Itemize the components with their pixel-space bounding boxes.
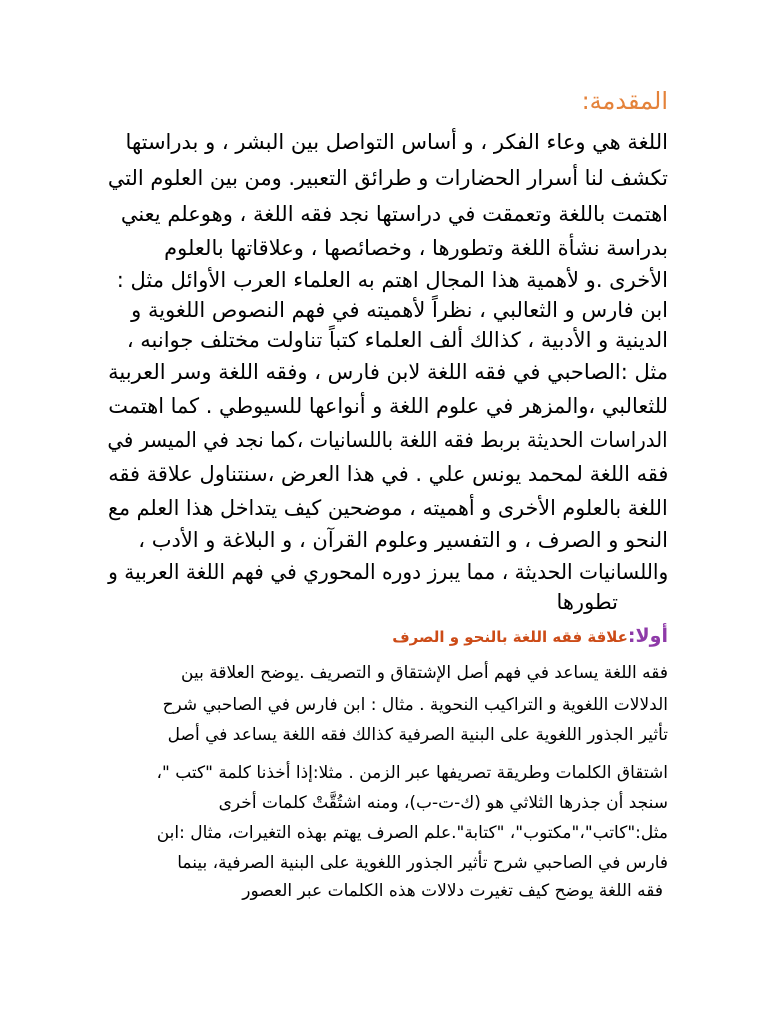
intro-line: مثل :الصاحبي في فقه اللغة لابن فارس ، وفقه اللغة وسر العربية: [108, 360, 668, 384]
intro-line: بدراسة نشأة اللغة وتطورها ، وخصائصها ، وعلاقاتها بالعلوم: [164, 236, 668, 260]
intro-line: واللسانيات الحديثة ، مما يبرز دوره المحوري في فهم اللغة العربية و: [107, 560, 668, 584]
intro-line: تكشف لنا أسرار الحضارات و طرائق التعبير. ومن بين العلوم التي: [107, 166, 668, 190]
section-line: سنجد أن جذرها الثلاثي هو (ك-ت-ب)، ومنه اشتُقَّتْ كلمات أخرى: [218, 793, 668, 813]
section-line: مثل:"كاتب"،"مكتوب"، "كتابة".علم الصرف يهتم بهذه التغيرات، مثال :ابن: [156, 823, 668, 843]
section-line: فقه اللغة يوضح كيف تغيرت دلالات هذه الكلمات عبر العصور: [242, 881, 663, 901]
intro-line: النحو و الصرف ، و التفسير وعلوم القرآن ، و البلاغة و الأدب ،: [138, 528, 668, 552]
intro-line: اللغة بالعلوم الأخرى و أهميته ، موضحين كيف يتداخل هذا العلم مع: [108, 496, 668, 520]
intro-heading: المقدمة:: [581, 87, 668, 115]
intro-line: اللغة هي وعاء الفكر ، و أساس التواصل بين البشر ، و بدراستها: [125, 130, 668, 154]
section-line: فقه اللغة يساعد في فهم أصل الإشتقاق و التصريف .يوضح العلاقة بين: [181, 663, 668, 683]
intro-line: ابن فارس و الثعالبي ، نظراً لأهميته في فهم النصوص اللغوية و: [131, 298, 668, 322]
section-title: علاقة فقه اللغة بالنحو و الصرف: [392, 628, 628, 646]
section-number: أولا:: [627, 625, 668, 647]
intro-line: فقه اللغة لمحمد يونس علي . في هذا العرض ،سنتناول علاقة فقه: [107, 462, 668, 486]
intro-line: الأخرى .و لأهمية هذا المجال اهتم به العلماء العرب الأوائل مثل :: [116, 268, 668, 292]
intro-line: اهتمت باللغة وتعمقت في دراستها نجد فقه اللغة ، وهوعلم يعني: [120, 202, 668, 226]
intro-line: تطورها: [556, 590, 618, 614]
intro-line: للثعالبي ،والمزهر في علوم اللغة و أنواعها للسيوطي . كما اهتمت: [108, 394, 668, 418]
section-heading: [392, 624, 668, 649]
intro-line: الدراسات الحديثة بربط فقه اللغة باللسانيات ،كما نجد في الميسر في: [107, 428, 668, 452]
section-line: اشتقاق الكلمات وطريقة تصريفها عبر الزمن . مثلا:إذا أخذنا كلمة "كتب "،: [156, 763, 668, 783]
section-line: فارس في الصاحبي شرح تأثير الجذور اللغوية على البنية الصرفية، بينما: [177, 853, 668, 873]
section-line: الدلالات اللغوية و التراكيب النحوية . مثال : ابن فارس في الصاحبي شرح: [162, 695, 668, 715]
section-line: تأثير الجذور اللغوية على البنية الصرفية كذالك فقه اللغة يساعد في أصل: [167, 725, 668, 745]
intro-line: الدينية و الأدبية ، كذالك ألف العلماء كتباً تناولت مختلف جوانبه ،: [126, 328, 668, 352]
